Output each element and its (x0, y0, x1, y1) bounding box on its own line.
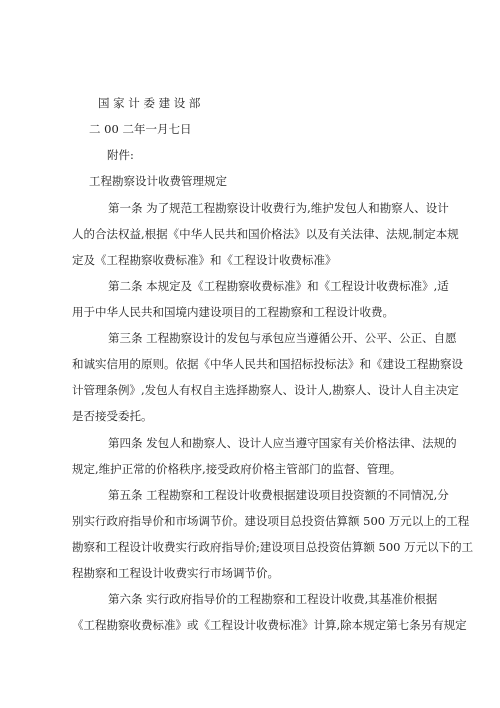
article-5-line-1: 第五条 工程勘察和工程设计收费根据建设项目投资额的不同情况,分 (108, 488, 449, 502)
article-3-line-2: 和诚实信用的原则。依据《中华人民共和国招标投标法》和《建设工程勘察设 (72, 357, 463, 371)
article-4-line-1: 第四条 发包人和勘察人、设计人应当遵守国家有关价格法律、法规的 (108, 436, 457, 450)
article-1-line-3: 定及《工程勘察收费标准》和《工程设计收费标准》 (72, 253, 337, 267)
article-5-line-4: 程勘察和工程设计收费实行市场调节价。 (72, 566, 279, 580)
article-3-line-4: 是否接受委托。 (72, 409, 153, 423)
document-title: 工程勘察设计收费管理规定 (89, 174, 227, 188)
issuer-line: 国 家 计 委 建 设 部 (98, 96, 201, 110)
article-6-line-1: 第六条 实行政府指导价的工程勘察和工程设计收费,其基准价根据 (108, 592, 438, 606)
article-5-line-2: 别实行政府指导价和市场调节价。建设项目总投资估算额 500 万元以上的工程 (72, 514, 470, 528)
article-3-line-3: 计管理条例》,发包人有权自主选择勘察人、设计人,勘察人、设计人自主决定 (72, 383, 459, 397)
article-2-line-1: 第二条 本规定及《工程勘察收费标准》和《工程设计收费标准》,适 (108, 279, 449, 293)
attachment-label: 附件: (107, 148, 134, 162)
article-1-line-2: 人的合法权益,根据《中华人民共和国价格法》以及有关法律、法规,制定本规 (72, 227, 459, 241)
article-5-line-3: 勘察和工程设计收费实行政府指导价;建设项目总投资估算额 500 万元以下的工 (72, 540, 474, 554)
date-line: 二 00 二年一月七日 (89, 122, 192, 136)
article-6-line-2: 《工程勘察收费标准》或《工程设计收费标准》计算,除本规定第七条另有规定 (72, 618, 467, 632)
article-3-line-1: 第三条 工程勘察设计的发包与承包应当遵循公开、公平、公正、自愿 (108, 331, 457, 345)
article-4-line-2: 规定,维护正常的价格秩序,接受政府价格主管部门的监督、管理。 (72, 462, 402, 476)
article-2-line-2: 用于中华人民共和国境内建设项目的工程勘察和工程设计收费。 (72, 305, 394, 319)
article-1-line-1: 第一条 为了规范工程勘察设计收费行为,维护发包人和勘察人、设计 (108, 201, 449, 215)
